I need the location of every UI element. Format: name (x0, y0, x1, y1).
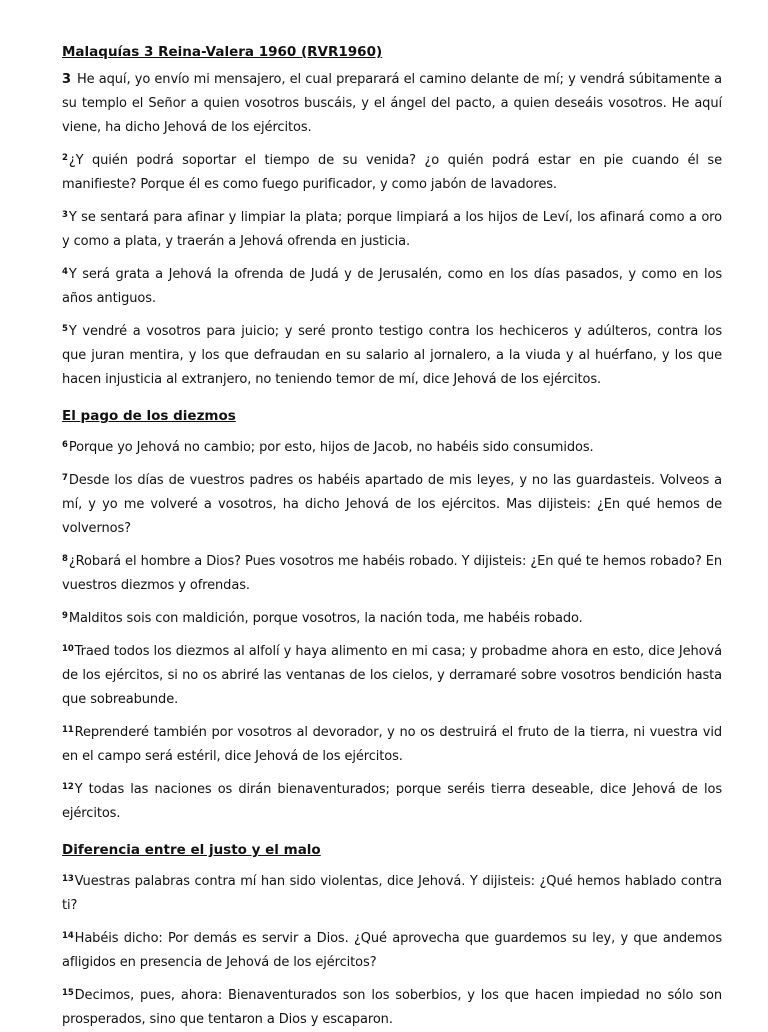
verse-paragraph (62, 149, 722, 197)
verse-text: Desde los días de vuestros padres os habéis apartado de mis leyes, y no las guardasteis. Volveos a mí, y yo me volveré a vosotros, ha dicho Jehová de los ejércitos. Mas dijisteis: ¿En qué hemos de volvernos? (62, 473, 722, 536)
verse-text: Vuestras palabras contra mí han sido violentas, dice Jehová. Y dijisteis: ¿Qué hemos hablado contra ti? (62, 874, 722, 913)
verse-paragraph (62, 320, 722, 392)
verse-paragraph (62, 550, 722, 598)
verse-paragraph (62, 68, 722, 140)
verse-text: Habéis dicho: Por demás es servir a Dios. ¿Qué aprovecha que guardemos su ley, y que andemos afligidos en presencia de Jehová de los ejércitos? (62, 931, 722, 970)
verse-number: 9 (62, 611, 68, 621)
verse-paragraph (62, 721, 722, 769)
verse-number: 11 (62, 725, 74, 735)
section-heading-tithes: El pago de los diezmos (62, 408, 236, 424)
verse-number: 3 (62, 72, 71, 87)
section-heading-righteous: Diferencia entre el justo y el malo (62, 842, 321, 858)
verse-number: 3 (62, 210, 68, 220)
verse-number: 14 (62, 931, 74, 941)
verse-text: He aquí, yo envío mi mensajero, el cual preparará el camino delante de mí; y vendrá súbitamente a su templo el Señor a quien vosotros buscáis, y el ángel del pacto, a quien deseáis vosotros. He aquí viene, ha dicho Jehová de los ejércitos. (62, 72, 722, 135)
verse-number: 10 (62, 644, 74, 654)
verse-text: Malditos sois con maldición, porque vosotros, la nación toda, me habéis robado. (68, 611, 583, 626)
verse-number: 5 (62, 324, 68, 334)
verse-paragraph (62, 206, 722, 254)
verse-text: Porque yo Jehová no cambio; por esto, hijos de Jacob, no habéis sido consumidos. (68, 440, 594, 455)
verse-number: 2 (62, 153, 68, 163)
verse-text: Y todas las naciones os dirán bienaventurados; porque seréis tierra deseable, dice Jehová de los ejércitos. (62, 782, 722, 821)
verse-text: Y será grata a Jehová la ofrenda de Judá y de Jerusalén, como en los días pasados, y como en los años antiguos. (62, 267, 722, 306)
verse-text: ¿Y quién podrá soportar el tiempo de su venida? ¿o quién podrá estar en pie cuando él se manifieste? Porque él es como fuego purificador, y como jabón de lavadores. (62, 153, 722, 192)
verse-text: Y se sentará para afinar y limpiar la plata; porque limpiará a los hijos de Leví, los afinará como a oro y como a plata, y traerán a Jehová ofrenda en justicia. (62, 210, 722, 249)
verse-text: Reprenderé también por vosotros al devorador, y no os destruirá el fruto de la tierra, ni vuestra vid en el campo será estéril, dice Jehová de los ejércitos. (62, 725, 722, 764)
verse-number: 7 (62, 473, 68, 483)
verse-text: Decimos, pues, ahora: Bienaventurados son los soberbios, y los que hacen impiedad no sólo son prosperados, sino que tentaron a Dios y escaparon. (62, 988, 722, 1027)
verse-number: 15 (62, 988, 74, 998)
verse-number: 4 (62, 267, 68, 277)
verse-paragraph (62, 436, 722, 460)
verse-paragraph (62, 870, 722, 918)
verse-paragraph (62, 640, 722, 712)
verse-paragraph (62, 263, 722, 311)
verse-text: ¿Robará el hombre a Dios? Pues vosotros me habéis robado. Y dijisteis: ¿En qué te hemos robado? En vuestros diezmos y ofrendas. (62, 554, 722, 593)
verse-number: 6 (62, 440, 68, 450)
verse-number: 12 (62, 782, 74, 792)
verse-number: 13 (62, 874, 74, 884)
verse-paragraph (62, 607, 722, 631)
verse-text: Y vendré a vosotros para juicio; y seré pronto testigo contra los hechiceros y adúlteros, contra los que juran mentira, y los que defraudan en su salario al jornalero, a la viuda y al huérfano, y los que hacen injusticia al extranjero, no teniendo temor de mí, dice Jehová de los ejércitos. (62, 324, 722, 387)
verse-paragraph (62, 984, 722, 1032)
document-title: Malaquías 3 Reina-Valera 1960 (RVR1960) (62, 44, 383, 60)
verse-number: 8 (62, 554, 68, 564)
verse-paragraph (62, 469, 722, 541)
verse-paragraph (62, 927, 722, 975)
verse-paragraph (62, 778, 722, 826)
verse-text: Traed todos los diezmos al alfolí y haya alimento en mi casa; y probadme ahora en esto, dice Jehová de los ejércitos, si no os abriré las ventanas de los cielos, y derramaré sobre vosotros bendición hasta que sobreabunde. (62, 644, 722, 707)
